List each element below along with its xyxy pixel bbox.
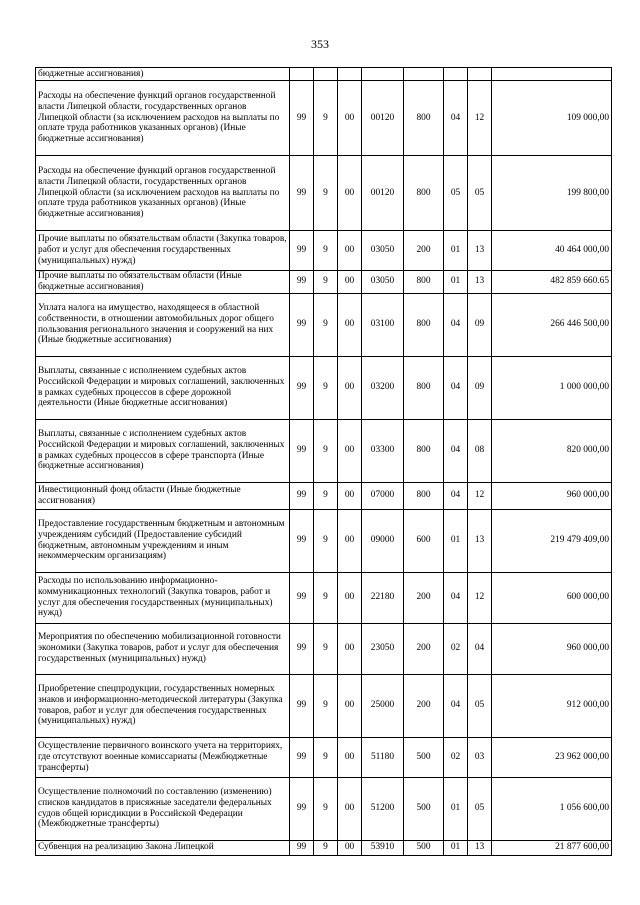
section-code: 04 bbox=[444, 482, 468, 509]
direction-code: 00 bbox=[338, 840, 362, 855]
subprogram-code: 9 bbox=[314, 674, 338, 737]
page-number: 353 bbox=[311, 37, 329, 51]
row-amount: 21 877 600,00 bbox=[492, 840, 612, 855]
subsection-code: 03 bbox=[468, 737, 492, 777]
subprogram-code: 9 bbox=[314, 509, 338, 572]
subprogram-code: 9 bbox=[314, 293, 338, 356]
table-row bbox=[36, 419, 612, 482]
program-code: 99 bbox=[290, 840, 314, 855]
group-code: 200 bbox=[404, 674, 444, 737]
program-code bbox=[290, 68, 314, 81]
direction-code: 00 bbox=[338, 623, 362, 674]
section-code: 01 bbox=[444, 840, 468, 855]
expense-code: 03200 bbox=[362, 356, 404, 419]
row-description: Прочие выплаты по обязательствам области (Закупка товаров, работ и услуг для обеспечения государственных (муниципальных) нужд) bbox=[36, 231, 290, 271]
subsection-code: 13 bbox=[468, 509, 492, 572]
section-code: 04 bbox=[444, 419, 468, 482]
expense-code: 23050 bbox=[362, 623, 404, 674]
section-code: 01 bbox=[444, 271, 468, 294]
row-description: бюджетные ассигнования) bbox=[36, 68, 290, 81]
direction-code: 00 bbox=[338, 231, 362, 271]
subsection-code: 09 bbox=[468, 356, 492, 419]
group-code: 800 bbox=[404, 81, 444, 156]
program-code: 99 bbox=[290, 572, 314, 623]
expense-code: 00120 bbox=[362, 81, 404, 156]
row-amount: 960 000,00 bbox=[492, 623, 612, 674]
row-description: Инвестиционный фонд области (Иные бюджетные ассигнования) bbox=[36, 482, 290, 509]
expense-code: 03100 bbox=[362, 293, 404, 356]
group-code: 800 bbox=[404, 271, 444, 294]
section-code: 05 bbox=[444, 156, 468, 231]
expense-code: 03050 bbox=[362, 231, 404, 271]
row-amount: 266 446 500,00 bbox=[492, 293, 612, 356]
subsection-code: 04 bbox=[468, 623, 492, 674]
table-row bbox=[36, 777, 612, 840]
subprogram-code: 9 bbox=[314, 482, 338, 509]
program-code: 99 bbox=[290, 81, 314, 156]
row-description: Прочие выплаты по обязательствам области (Иные бюджетные ассигнования) bbox=[36, 271, 290, 294]
program-code: 99 bbox=[290, 156, 314, 231]
expense-code: 03300 bbox=[362, 419, 404, 482]
row-amount: 1 056 600,00 bbox=[492, 777, 612, 840]
group-code: 800 bbox=[404, 419, 444, 482]
subprogram-code bbox=[314, 68, 338, 81]
direction-code: 00 bbox=[338, 777, 362, 840]
program-code: 99 bbox=[290, 293, 314, 356]
row-amount: 219 479 409,00 bbox=[492, 509, 612, 572]
direction-code: 00 bbox=[338, 81, 362, 156]
section-code bbox=[444, 68, 468, 81]
section-code: 04 bbox=[444, 674, 468, 737]
table-row bbox=[36, 840, 612, 855]
subsection-code: 12 bbox=[468, 482, 492, 509]
subsection-code: 09 bbox=[468, 293, 492, 356]
expense-code: 25000 bbox=[362, 674, 404, 737]
subprogram-code: 9 bbox=[314, 623, 338, 674]
subprogram-code: 9 bbox=[314, 271, 338, 294]
direction-code: 00 bbox=[338, 482, 362, 509]
section-code: 02 bbox=[444, 737, 468, 777]
group-code: 800 bbox=[404, 156, 444, 231]
row-description: Предоставление государственным бюджетным и автономным учреждениям субсидий (Предоставление субсидий бюджетным, автономным учреждениям и иным некоммерческим организациям) bbox=[36, 509, 290, 572]
group-code bbox=[404, 68, 444, 81]
group-code: 500 bbox=[404, 737, 444, 777]
table-row bbox=[36, 231, 612, 271]
direction-code: 00 bbox=[338, 419, 362, 482]
program-code: 99 bbox=[290, 356, 314, 419]
table-row bbox=[36, 674, 612, 737]
row-description: Расходы на обеспечение функций органов государственной власти Липецкой области, государственных органов Липецкой области (за исключением расходов на выплаты по оплате труда работников указанных органов) (Иные бюджетные ассигнования) bbox=[36, 81, 290, 156]
subsection-code: 05 bbox=[468, 156, 492, 231]
group-code: 500 bbox=[404, 840, 444, 855]
expense-code: 51200 bbox=[362, 777, 404, 840]
subsection-code: 13 bbox=[468, 840, 492, 855]
row-description: Субвенция на реализацию Закона Липецкой bbox=[36, 840, 290, 855]
subprogram-code: 9 bbox=[314, 737, 338, 777]
table-row bbox=[36, 271, 612, 294]
budget-table bbox=[35, 67, 612, 856]
table-row bbox=[36, 68, 612, 81]
subprogram-code: 9 bbox=[314, 231, 338, 271]
expense-code: 22180 bbox=[362, 572, 404, 623]
section-code: 01 bbox=[444, 509, 468, 572]
table-row bbox=[36, 81, 612, 156]
subsection-code bbox=[468, 68, 492, 81]
row-description: Мероприятия по обеспечению мобилизационной готовности экономики (Закупка товаров, работ и услуг для обеспечения государственных (муниципальных) нужд) bbox=[36, 623, 290, 674]
subprogram-code: 9 bbox=[314, 81, 338, 156]
expense-code: 53910 bbox=[362, 840, 404, 855]
group-code: 800 bbox=[404, 293, 444, 356]
table-row bbox=[36, 737, 612, 777]
subsection-code: 08 bbox=[468, 419, 492, 482]
group-code: 200 bbox=[404, 231, 444, 271]
row-description: Уплата налога на имущество, находящееся в областной собственности, в отношении автомобильных дорог общего пользования регионального значения и сооружений на них (Иные бюджетные ассигнования) bbox=[36, 293, 290, 356]
subsection-code: 05 bbox=[468, 777, 492, 840]
row-description: Осуществление полномочий по составлению (изменению) списков кандидатов в присяжные заседатели федеральных судов общей юрисдикции в Российской Федерации (Межбюджетные трансферты) bbox=[36, 777, 290, 840]
row-amount: 960 000,00 bbox=[492, 482, 612, 509]
group-code: 600 bbox=[404, 509, 444, 572]
table-row bbox=[36, 156, 612, 231]
program-code: 99 bbox=[290, 674, 314, 737]
table-row bbox=[36, 509, 612, 572]
program-code: 99 bbox=[290, 737, 314, 777]
program-code: 99 bbox=[290, 419, 314, 482]
expense-code: 09000 bbox=[362, 509, 404, 572]
table-row bbox=[36, 482, 612, 509]
section-code: 04 bbox=[444, 356, 468, 419]
subsection-code: 12 bbox=[468, 81, 492, 156]
expense-code: 00120 bbox=[362, 156, 404, 231]
row-amount: 912 000,00 bbox=[492, 674, 612, 737]
direction-code bbox=[338, 68, 362, 81]
program-code: 99 bbox=[290, 509, 314, 572]
row-description: Расходы на обеспечение функций органов государственной власти Липецкой области, государственных органов Липецкой области (за исключением расходов на выплаты по оплате труда работников указанных органов) (Иные бюджетные ассигнования) bbox=[36, 156, 290, 231]
subprogram-code: 9 bbox=[314, 356, 338, 419]
row-description: Выплаты, связанные с исполнением судебных актов Российской Федерации и мировых соглашений, заключенных в рамках судебных процессов в сфере дорожной деятельности (Иные бюджетные ассигнования) bbox=[36, 356, 290, 419]
row-amount: 40 464 000,00 bbox=[492, 231, 612, 271]
expense-code: 51180 bbox=[362, 737, 404, 777]
program-code: 99 bbox=[290, 482, 314, 509]
subprogram-code: 9 bbox=[314, 572, 338, 623]
table-row bbox=[36, 572, 612, 623]
row-description: Осуществление первичного воинского учета на территориях, где отсутствуют военные комиссариаты (Межбюджетные трансферты) bbox=[36, 737, 290, 777]
subsection-code: 13 bbox=[468, 231, 492, 271]
program-code: 99 bbox=[290, 271, 314, 294]
expense-code: 07000 bbox=[362, 482, 404, 509]
row-amount: 600 000,00 bbox=[492, 572, 612, 623]
subprogram-code: 9 bbox=[314, 840, 338, 855]
expense-code: 03050 bbox=[362, 271, 404, 294]
subsection-code: 05 bbox=[468, 674, 492, 737]
section-code: 01 bbox=[444, 777, 468, 840]
direction-code: 00 bbox=[338, 156, 362, 231]
section-code: 02 bbox=[444, 623, 468, 674]
direction-code: 00 bbox=[338, 572, 362, 623]
direction-code: 00 bbox=[338, 509, 362, 572]
group-code: 500 bbox=[404, 777, 444, 840]
direction-code: 00 bbox=[338, 356, 362, 419]
row-amount: 482 859 660.65 bbox=[492, 271, 612, 294]
row-amount: 1 000 000,00 bbox=[492, 356, 612, 419]
table-row bbox=[36, 356, 612, 419]
section-code: 04 bbox=[444, 572, 468, 623]
section-code: 04 bbox=[444, 81, 468, 156]
subprogram-code: 9 bbox=[314, 777, 338, 840]
subsection-code: 13 bbox=[468, 271, 492, 294]
program-code: 99 bbox=[290, 231, 314, 271]
direction-code: 00 bbox=[338, 674, 362, 737]
subsection-code: 12 bbox=[468, 572, 492, 623]
row-amount: 199 800,00 bbox=[492, 156, 612, 231]
subprogram-code: 9 bbox=[314, 156, 338, 231]
row-amount: 109 000,00 bbox=[492, 81, 612, 156]
row-amount: 820 000,00 bbox=[492, 419, 612, 482]
section-code: 01 bbox=[444, 231, 468, 271]
group-code: 200 bbox=[404, 623, 444, 674]
direction-code: 00 bbox=[338, 737, 362, 777]
group-code: 800 bbox=[404, 356, 444, 419]
row-description: Приобретение спецпродукции, государственных номерных знаков и информационно-методической литературы (Закупка товаров, работ и услуг для обеспечения государственных (муниципальных) нужд) bbox=[36, 674, 290, 737]
row-description: Расходы по использованию информационно-коммуникационных технологий (Закупка товаров, работ и услуг для обеспечения государственных (муниципальных) нужд) bbox=[36, 572, 290, 623]
group-code: 800 bbox=[404, 482, 444, 509]
program-code: 99 bbox=[290, 777, 314, 840]
section-code: 04 bbox=[444, 293, 468, 356]
direction-code: 00 bbox=[338, 293, 362, 356]
table-row bbox=[36, 623, 612, 674]
row-description: Выплаты, связанные с исполнением судебных актов Российской Федерации и мировых соглашений, заключенных в рамках судебных процессов в сфере транспорта (Иные бюджетные ассигнования) bbox=[36, 419, 290, 482]
program-code: 99 bbox=[290, 623, 314, 674]
row-amount: 23 962 000,00 bbox=[492, 737, 612, 777]
direction-code: 00 bbox=[338, 271, 362, 294]
table-row bbox=[36, 293, 612, 356]
group-code: 200 bbox=[404, 572, 444, 623]
expense-code bbox=[362, 68, 404, 81]
row-amount bbox=[492, 68, 612, 81]
subprogram-code: 9 bbox=[314, 419, 338, 482]
